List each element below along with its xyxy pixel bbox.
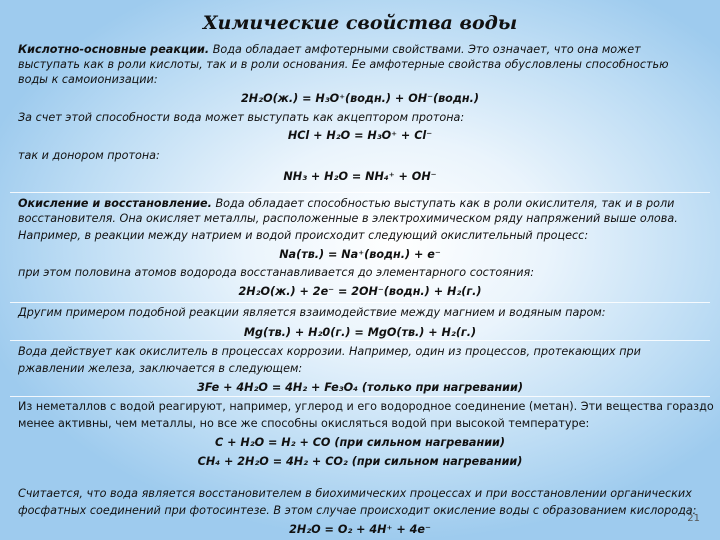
equation: Mg(тв.) + H₂0(г.) = MgO(тв.) + H₂(г.) [243, 326, 477, 339]
paragraph-line: Считается, что вода является восстановителем в биохимических процессах и при восстановлении органических [18, 487, 692, 500]
section-nonmetals [18, 399, 714, 469]
text: Вода обладает амфотерными свойствами. Это означает, что она может [209, 43, 641, 56]
paragraph-line: менее активны, чем металлы, но все же способны окисляться водой при высокой температуре: [18, 417, 590, 430]
equation: CH₄ + 2H₂O = 4H₂ + CO₂ (при сильном нагревании) [197, 455, 523, 468]
paragraph-line: выступать как в роли кислоты, так и в роли основания. Ее амфотерные свойства обусловлены способностью [18, 58, 669, 71]
paragraph-line: Из неметаллов с водой реагируют, например, углерод и его водородное соединение (метан). Эти вещества гораздо [18, 400, 714, 413]
divider [10, 302, 710, 303]
equation: 2H₂O(ж.) = H₃O⁺(водн.) + OH⁻(водн.) [241, 92, 479, 105]
section-corrosion [18, 344, 702, 395]
paragraph-line: ржавлении железа, заключается в следующем: [18, 362, 303, 375]
section-redox [18, 196, 702, 299]
paragraph-line: так и донором протона: [18, 149, 160, 162]
paragraph-line: при этом половина атомов водорода восстанавливается до элементарного состояния: [18, 266, 535, 279]
paragraph-line: Другим примером подобной реакции является взаимодействие между магнием и водяным паром: [18, 306, 606, 319]
section-magnesium [18, 305, 702, 340]
equation: C + H₂O = H₂ + CO (при сильном нагревании) [214, 436, 505, 449]
text: Вода обладает способностью выступать как в роли окислителя, так и в роли [211, 197, 675, 210]
paragraph-line: Например, в реакции между натрием и водой происходит следующий окислительный процесс: [18, 229, 589, 242]
section-photosynthesis [18, 486, 702, 537]
divider [10, 192, 710, 193]
section-heading: Кислотно-основные реакции. [18, 43, 210, 56]
equation: 3Fe + 4H₂O = 4H₂ + Fe₃O₄ (только при нагревании) [197, 381, 523, 394]
paragraph-line: За счет этой способности вода может выступать как акцептором протона: [18, 111, 465, 124]
equation: NH₃ + H₂O = NH₄⁺ + OH⁻ [283, 170, 437, 183]
page-title: Химические свойства воды [202, 12, 518, 34]
equation: 2H₂O = O₂ + 4H⁺ + 4e⁻ [289, 523, 431, 536]
divider [10, 340, 710, 341]
paragraph-line: воды к самоионизации: [18, 73, 158, 86]
divider [10, 396, 710, 397]
paragraph-line: восстановителя. Она окисляет металлы, расположенные в электрохимическом ряду напряжений выше олова. [18, 212, 678, 225]
equation: 2H₂O(ж.) + 2e⁻ = 2OH⁻(водн.) + H₂(г.) [238, 285, 482, 298]
page-number: 21 [687, 513, 700, 524]
paragraph-line [18, 42, 702, 57]
section-heading: Окисление и восстановление. [18, 197, 212, 210]
paragraph-line: фосфатных соединений при фотосинтезе. В этом случае происходит окисление воды с образованием кислорода: [18, 504, 697, 517]
equation: Na(тв.) = Na⁺(водн.) + e⁻ [279, 248, 441, 261]
equation: HCl + H₂O = H₃O⁺ + Cl⁻ [287, 129, 433, 142]
paragraph-line [18, 196, 702, 211]
paragraph-line: Вода действует как окислитель в процессах коррозии. Например, один из процессов, протекающих при [18, 345, 641, 358]
section-acid-base [18, 42, 702, 184]
